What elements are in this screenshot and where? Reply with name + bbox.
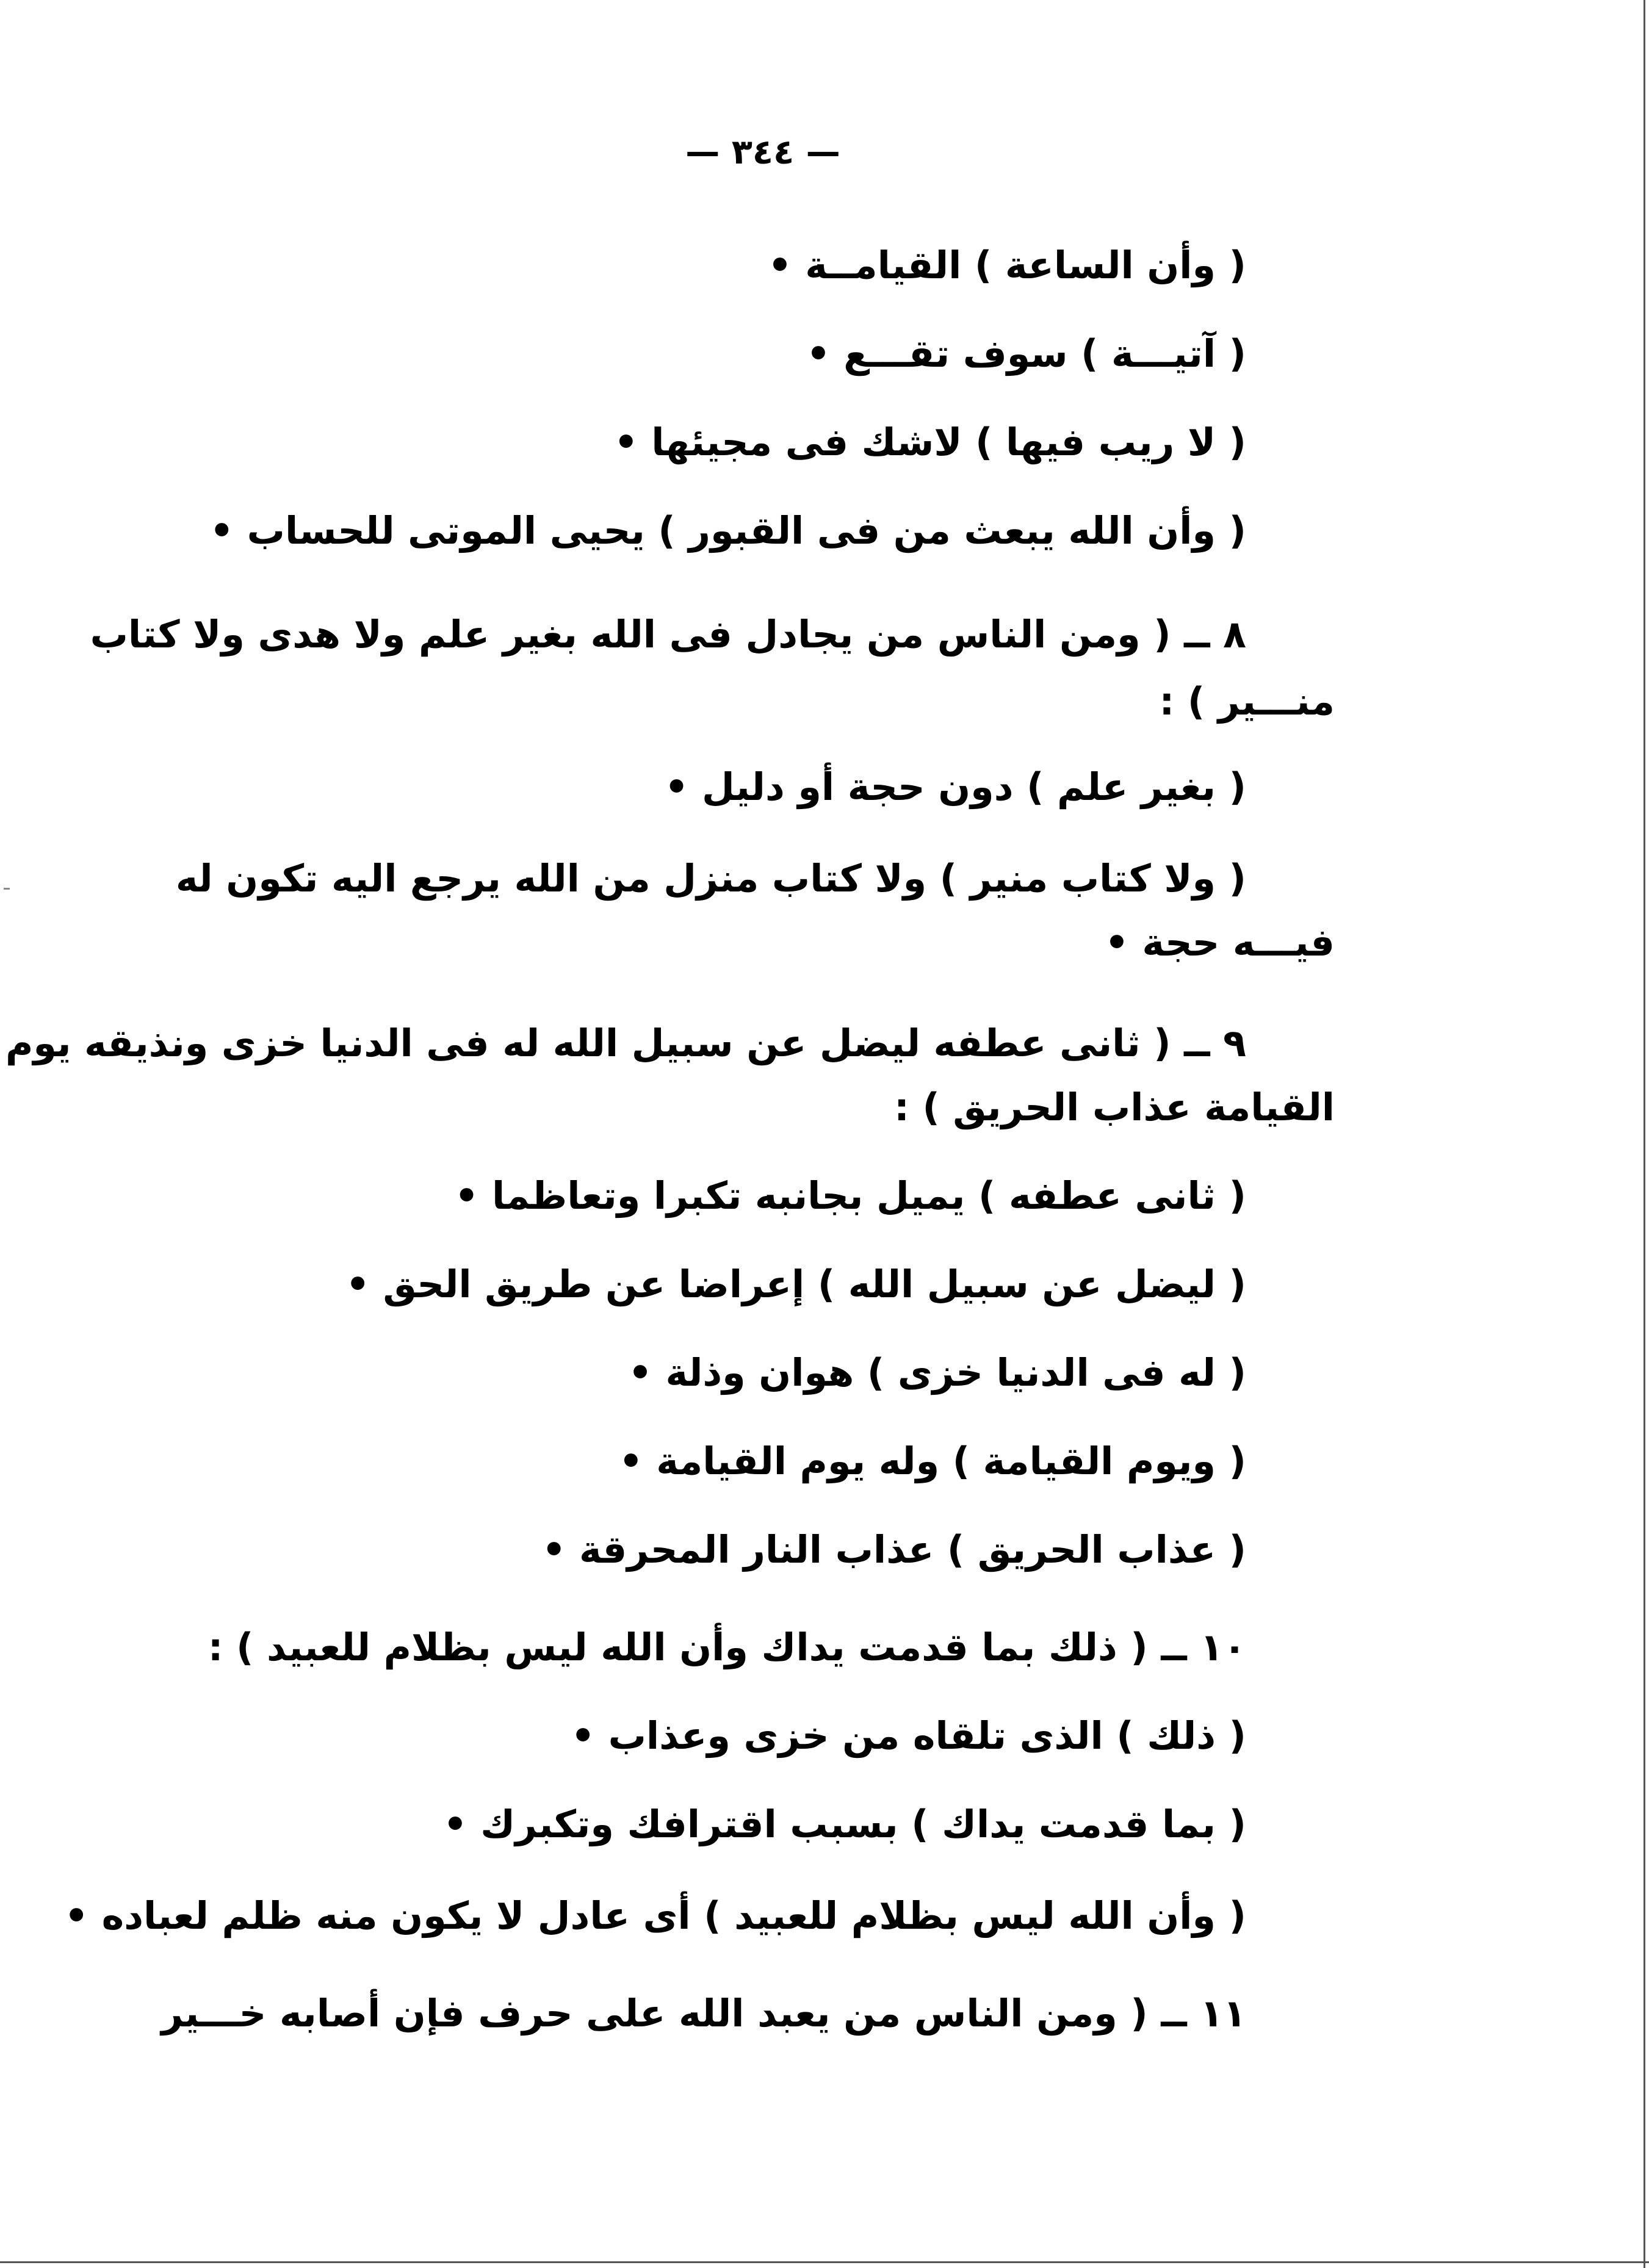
- verse-8-line-1: ٨ ــ ( ومن الناس من يجادل فى الله بغير علم ولا هدى ولا كتاب: [90, 612, 1246, 657]
- text-line-13: ( ليضل عن سبيل الله ) إعراضا عن طريق الحق •: [345, 1262, 1246, 1306]
- text-line-15: ( ويوم القيامة ) وله يوم القيامة •: [619, 1439, 1246, 1483]
- verse-10-line-1: ١٠ ــ ( ذلك بما قدمت يداك وأن الله ليس بظلام للعبيد ) :: [207, 1625, 1246, 1669]
- verse-9-line-1: ٩ ــ ( ثانى عطفه ليضل عن سبيل الله له فى الدنيا خزى ونذيقه يوم: [5, 1021, 1246, 1065]
- text-line-4: ( وأن الله يبعث من فى القبور ) يحيى الموتى للحساب •: [209, 508, 1246, 553]
- text-line-1: ( وأن الساعة ) القيامــة •: [768, 243, 1246, 287]
- verse-9-line-2: القيامة عذاب الحريق ) :: [894, 1085, 1335, 1129]
- text-line-20: ( وأن الله ليس بظلام للعبيد ) أى عادل لا يكون منه ظلم لعباده •: [64, 1893, 1246, 1938]
- text-line-8: ( ولا كتاب منير ) ولا كتاب منزل من الله يرجع اليه تكون له: [175, 856, 1246, 901]
- scan-border-bottom: [0, 2261, 1649, 2263]
- text-line-7: ( بغير علم ) دون حجة أو دليل •: [664, 765, 1246, 809]
- text-line-14: ( له فى الدنيا خزى ) هوان وذلة •: [628, 1350, 1246, 1395]
- page-number: — ٣٤٤ —: [685, 132, 840, 172]
- text-line-16: ( عذاب الحريق ) عذاب النار المحرقة •: [541, 1527, 1246, 1572]
- text-line-9: فيـــه حجة •: [1105, 920, 1335, 965]
- scan-border-right: [1644, 0, 1645, 2268]
- text-line-2: ( آتيـــة ) سوف تقـــع •: [806, 331, 1246, 376]
- text-line-3: ( لا ريب فيها ) لاشك فى مجيئها •: [614, 420, 1246, 464]
- verse-8-line-2: منـــير ) :: [1159, 679, 1335, 724]
- scan-speck: [4, 888, 10, 890]
- text-line-19: ( بما قدمت يداك ) بسبب اقترافك وتكبرك •: [443, 1802, 1246, 1846]
- text-line-12: ( ثانى عطفه ) يميل بجانبه تكبرا وتعاظما •: [454, 1173, 1246, 1218]
- verse-11-line-1: ١١ ــ ( ومن الناس من يعبد الله على حرف فإن أصابه خـــير: [161, 1991, 1246, 2036]
- text-line-18: ( ذلك ) الذى تلقاه من خزى وعذاب •: [571, 1713, 1246, 1758]
